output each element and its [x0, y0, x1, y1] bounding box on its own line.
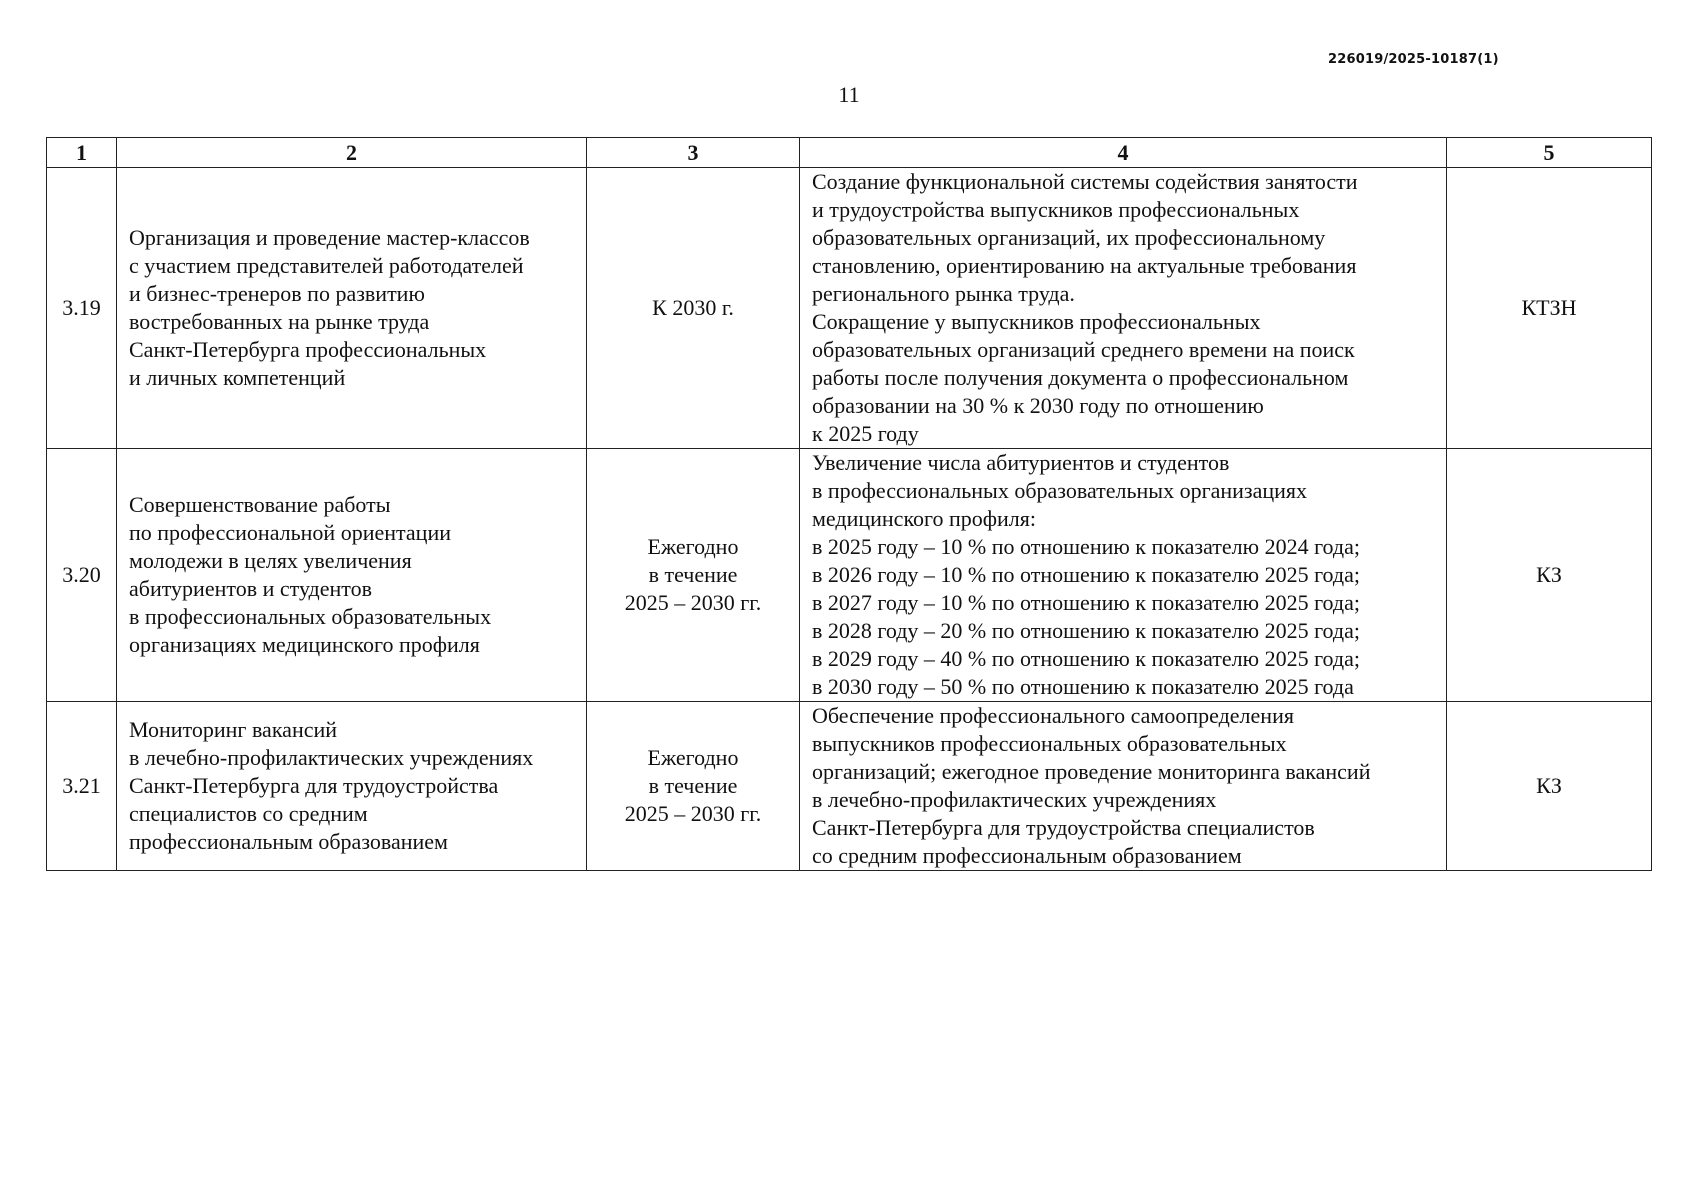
executor-cell: КЗ: [1447, 449, 1652, 702]
text-line: Ежегодно: [647, 745, 739, 770]
result-cell: [800, 702, 1447, 871]
text-line: к 2025 году: [812, 421, 919, 446]
deadline-cell: [587, 168, 800, 449]
column-header: 4: [800, 138, 1447, 168]
text-line: абитуриентов и студентов: [129, 576, 372, 601]
text-line: по профессиональной ориентации: [129, 520, 451, 545]
text-line: Увеличение числа абитуриентов и студентов: [812, 450, 1230, 475]
text-line: профессиональным образованием: [129, 829, 448, 854]
text-line: в течение: [648, 562, 738, 587]
text-line: в профессиональных образовательных организациях: [812, 478, 1308, 503]
text-line: и трудоустройства выпускников профессиональных: [812, 197, 1300, 222]
column-header: 2: [117, 138, 587, 168]
text-line: 2025 – 2030 гг.: [624, 801, 762, 826]
text-line: в 2025 году – 10 % по отношению к показателю 2024 года;: [812, 534, 1360, 559]
text-line: Ежегодно: [647, 534, 739, 559]
text-line: Создание функциональной системы содействия занятости: [812, 169, 1358, 194]
text-line: Сокращение у выпускников профессиональных: [812, 309, 1261, 334]
text-line: образовательных организаций среднего времени на поиск: [812, 337, 1355, 362]
text-line: медицинского профиля:: [812, 506, 1037, 531]
deadline-cell: [587, 449, 800, 702]
text-line: в 2027 году – 10 % по отношению к показателю 2025 года;: [812, 590, 1360, 615]
text-line: со средним профессиональным образованием: [812, 843, 1242, 868]
text-line: Совершенствование работы: [129, 492, 391, 517]
executor-cell: КТЗН: [1447, 168, 1652, 449]
text-line: Организация и проведение мастер-классов: [129, 225, 530, 250]
result-cell: [800, 168, 1447, 449]
column-header: 1: [47, 138, 117, 168]
table-row: [47, 702, 1652, 871]
row-number: 3.20: [47, 449, 117, 702]
text-line: организаций; ежегодное проведение мониторинга вакансий: [812, 759, 1371, 784]
text-line: в 2030 году – 50 % по отношению к показателю 2025 года: [812, 674, 1354, 699]
row-number: 3.21: [47, 702, 117, 871]
text-line: в 2029 году – 40 % по отношению к показателю 2025 года;: [812, 646, 1360, 671]
text-line: Санкт-Петербурга для трудоустройства: [129, 773, 499, 798]
text-line: организациях медицинского профиля: [129, 632, 480, 657]
plan-table: [46, 137, 1652, 871]
column-header: 5: [1447, 138, 1652, 168]
row-number: 3.19: [47, 168, 117, 449]
column-header: 3: [587, 138, 800, 168]
table-row: [47, 168, 1652, 449]
text-line: становлению, ориентированию на актуальные требования: [812, 253, 1357, 278]
text-line: в 2028 году – 20 % по отношению к показателю 2025 года;: [812, 618, 1360, 643]
text-line: Мониторинг вакансий: [129, 717, 338, 742]
text-line: и бизнес-тренеров по развитию: [129, 281, 425, 306]
text-line: в лечебно-профилактических учреждениях: [129, 745, 534, 770]
activity-cell: [117, 449, 587, 702]
text-line: в лечебно-профилактических учреждениях: [812, 787, 1217, 812]
document-id: 226019/2025-10187(1): [1328, 52, 1499, 67]
text-line: в профессиональных образовательных: [129, 604, 492, 629]
text-line: Санкт-Петербурга профессиональных: [129, 337, 487, 362]
text-line: образовательных организаций, их профессиональному: [812, 225, 1326, 250]
text-line: в 2026 году – 10 % по отношению к показателю 2025 года;: [812, 562, 1360, 587]
table-row: [47, 449, 1652, 702]
result-cell: [800, 449, 1447, 702]
page-number: 11: [838, 82, 860, 107]
text-line: Обеспечение профессионального самоопределения: [812, 703, 1294, 728]
text-line: образовании на 30 % к 2030 году по отношению: [812, 393, 1264, 418]
text-line: в течение: [648, 773, 738, 798]
text-line: с участием представителей работодателей: [129, 253, 524, 278]
executor-cell: КЗ: [1447, 702, 1652, 871]
text-line: специалистов со средним: [129, 801, 368, 826]
table-header-row: [47, 138, 1652, 168]
text-line: 2025 – 2030 гг.: [624, 590, 762, 615]
text-line: молодежи в целях увеличения: [129, 548, 412, 573]
text-line: и личных компетенций: [129, 365, 346, 390]
activity-cell: [117, 702, 587, 871]
text-line: К 2030 г.: [652, 295, 734, 320]
text-line: регионального рынка труда.: [812, 281, 1075, 306]
deadline-cell: [587, 702, 800, 871]
activity-cell: [117, 168, 587, 449]
text-line: востребованных на рынке труда: [129, 309, 430, 334]
text-line: выпускников профессиональных образовательных: [812, 731, 1287, 756]
text-line: работы после получения документа о профессиональном: [812, 365, 1349, 390]
text-line: Санкт-Петербурга для трудоустройства специалистов: [812, 815, 1315, 840]
